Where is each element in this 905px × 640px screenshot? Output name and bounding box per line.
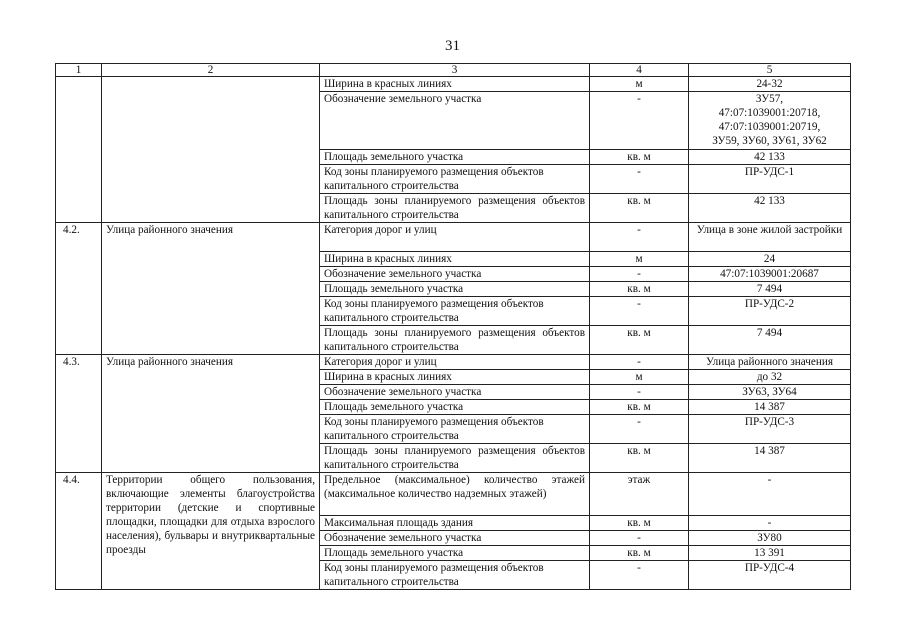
parameter-value: ЗУ80	[689, 531, 851, 546]
column-number-header: 5	[689, 64, 851, 77]
parameter-name: Площадь зоны планируемого размещения объектов капитального строительства	[320, 194, 590, 223]
parameter-value: 47:07:1039001:20687	[689, 267, 851, 282]
parameter-name: Обозначение земельного участка	[320, 385, 590, 400]
item-name: Территории общего пользования, включающие элементы благоустройства территории (детские и спортивные площадки, площадки для отдыха взрослого населения), бульвары и внутриквартальные проезды	[102, 473, 320, 590]
parameter-name: Ширина в красных линиях	[320, 252, 590, 267]
table-row	[56, 355, 851, 370]
parameter-name: Площадь земельного участка	[320, 282, 590, 297]
unit-of-measure: кв. м	[590, 150, 689, 165]
parameter-value: -	[689, 473, 851, 516]
unit-of-measure: -	[590, 297, 689, 326]
parameter-value: ПР-УДС-3	[689, 415, 851, 444]
parameter-name: Код зоны планируемого размещения объектов капитального строительства	[320, 165, 590, 194]
unit-of-measure: -	[590, 92, 689, 150]
unit-of-measure: кв. м	[590, 194, 689, 223]
parameter-value: до 32	[689, 370, 851, 385]
parameter-value: 7 494	[689, 326, 851, 355]
unit-of-measure: -	[590, 165, 689, 194]
parameter-value: 7 494	[689, 282, 851, 297]
parameter-value: 42 133	[689, 150, 851, 165]
item-number: 4.4.	[56, 473, 102, 590]
unit-of-measure: -	[590, 415, 689, 444]
unit-of-measure: -	[590, 531, 689, 546]
parameter-name: Площадь зоны планируемого размещения объектов капитального строительства	[320, 326, 590, 355]
item-number	[56, 77, 102, 223]
parameter-value: ЗУ57, 47:07:1039001:20718, 47:07:1039001:20719, ЗУ59, ЗУ60, ЗУ61, ЗУ62	[689, 92, 851, 150]
parameter-value: ПР-УДС-2	[689, 297, 851, 326]
column-number-header: 3	[320, 64, 590, 77]
unit-of-measure: кв. м	[590, 282, 689, 297]
table-row	[56, 473, 851, 516]
column-number-header: 1	[56, 64, 102, 77]
parameter-value: 14 387	[689, 444, 851, 473]
table-row	[56, 77, 851, 92]
parameter-value: 14 387	[689, 400, 851, 415]
parameter-name: Площадь земельного участка	[320, 150, 590, 165]
parameter-value: Улица районного значения	[689, 355, 851, 370]
parameter-name: Обозначение земельного участка	[320, 531, 590, 546]
parameter-value: -	[689, 516, 851, 531]
parameter-name: Площадь земельного участка	[320, 400, 590, 415]
unit-of-measure: м	[590, 252, 689, 267]
parameter-name: Код зоны планируемого размещения объектов капитального строительства	[320, 561, 590, 590]
parameter-value: ЗУ63, ЗУ64	[689, 385, 851, 400]
parameter-value: ПР-УДС-4	[689, 561, 851, 590]
parameter-name: Обозначение земельного участка	[320, 267, 590, 282]
unit-of-measure: -	[590, 223, 689, 252]
table-body	[56, 77, 851, 590]
unit-of-measure: м	[590, 370, 689, 385]
parameter-name: Код зоны планируемого размещения объектов капитального строительства	[320, 415, 590, 444]
item-number: 4.3.	[56, 355, 102, 473]
unit-of-measure: кв. м	[590, 444, 689, 473]
item-name: Улица районного значения	[102, 223, 320, 355]
unit-of-measure: этаж	[590, 473, 689, 516]
parameter-value: 24	[689, 252, 851, 267]
parameter-name: Обозначение земельного участка	[320, 92, 590, 150]
parameter-value: Улица в зоне жилой застройки	[689, 223, 851, 252]
parameter-name: Площадь земельного участка	[320, 546, 590, 561]
unit-of-measure: кв. м	[590, 546, 689, 561]
unit-of-measure: кв. м	[590, 400, 689, 415]
table-row	[56, 223, 851, 252]
parameter-value: 42 133	[689, 194, 851, 223]
column-number-header: 2	[102, 64, 320, 77]
unit-of-measure: кв. м	[590, 516, 689, 531]
parameter-name: Категория дорог и улиц	[320, 223, 590, 252]
parameter-value: ПР-УДС-1	[689, 165, 851, 194]
unit-of-measure: м	[590, 77, 689, 92]
unit-of-measure: -	[590, 385, 689, 400]
parameter-name: Код зоны планируемого размещения объектов капитального строительства	[320, 297, 590, 326]
page-number: 31	[445, 38, 460, 54]
item-name: Улица районного значения	[102, 355, 320, 473]
parameter-name: Ширина в красных линиях	[320, 370, 590, 385]
parameter-name: Категория дорог и улиц	[320, 355, 590, 370]
unit-of-measure: кв. м	[590, 326, 689, 355]
parameter-name: Предельное (максимальное) количество этажей (максимальное количество надземных этажей)	[320, 473, 590, 516]
parameter-name: Ширина в красных линиях	[320, 77, 590, 92]
unit-of-measure: -	[590, 561, 689, 590]
item-name	[102, 77, 320, 223]
unit-of-measure: -	[590, 355, 689, 370]
column-number-row	[56, 64, 851, 77]
parameter-name: Площадь зоны планируемого размещения объектов капитального строительства	[320, 444, 590, 473]
parameter-value: 13 391	[689, 546, 851, 561]
column-number-header: 4	[590, 64, 689, 77]
item-number: 4.2.	[56, 223, 102, 355]
unit-of-measure: -	[590, 267, 689, 282]
parameter-name: Максимальная площадь здания	[320, 516, 590, 531]
parameter-value: 24-32	[689, 77, 851, 92]
parameters-table	[55, 63, 851, 590]
